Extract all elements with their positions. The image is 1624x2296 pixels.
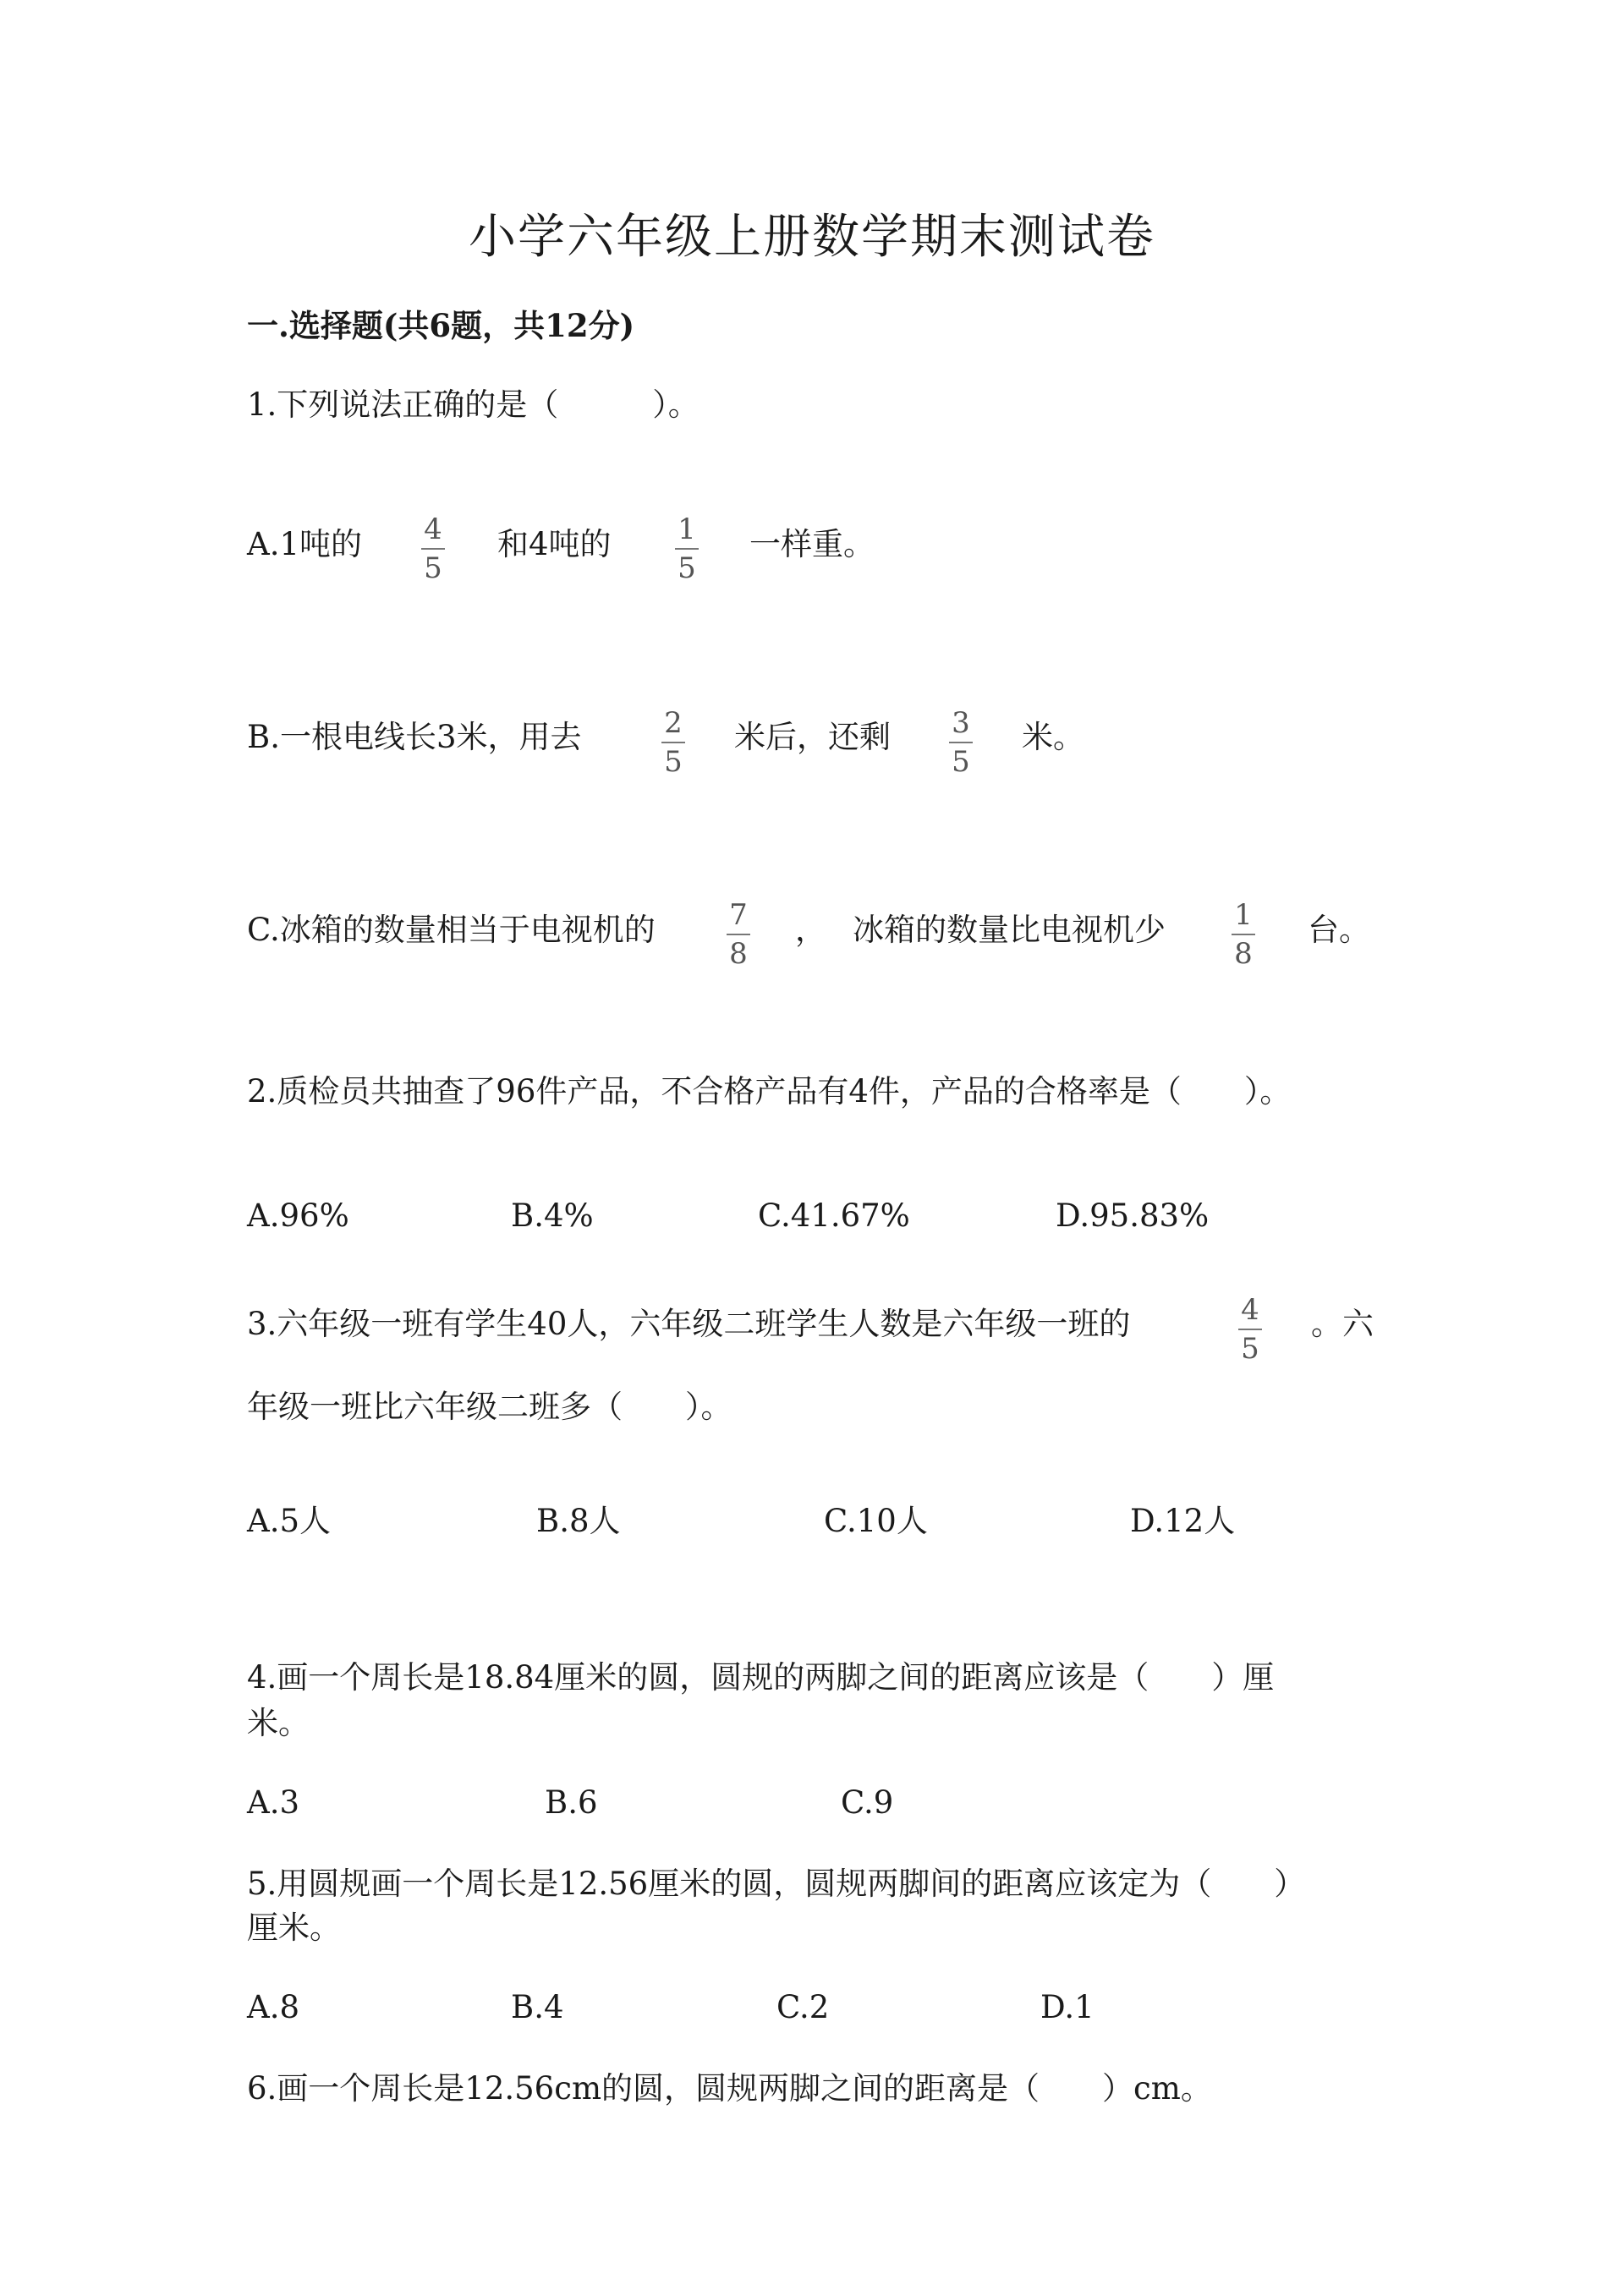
q2-option-d: D.95.83%: [1056, 1197, 1210, 1234]
q2-option-a: A.96%: [247, 1197, 349, 1234]
q2-option-b: B.4%: [511, 1197, 594, 1234]
q1-option-b-part1: B.一根电线长3米，用去: [247, 719, 582, 755]
fraction-bar: [421, 548, 445, 550]
q3-stem-line2: 年级一班比六年级二班多（ ）。: [247, 1389, 732, 1425]
q4-option-a: A.3: [247, 1784, 300, 1821]
q1-stem: 1.下列说法正确的是（ ）。: [247, 386, 700, 423]
q4-option-b: B.6: [545, 1784, 598, 1821]
q2-stem: 2.质检员共抽查了96件产品，不合格产品有4件，产品的合格率是（ ）。: [247, 1073, 1292, 1110]
section-heading: 一.选择题(共6题，共12分): [247, 307, 635, 344]
fraction-numerator: 1: [678, 512, 696, 546]
q5-stem-line2: 厘米。: [247, 1910, 341, 1946]
page-title: 小学六年级上册数学期末测试卷: [469, 210, 1155, 265]
q3-option-d: D.12人: [1130, 1503, 1236, 1539]
q1-option-b-fraction-1: [648, 707, 699, 778]
q1-option-a-part3: 一样重。: [749, 526, 875, 562]
fraction-bar: [949, 742, 973, 743]
fraction-denominator: 5: [952, 745, 970, 779]
fraction-bar: [1232, 934, 1255, 935]
q1-option-c-part3: 台。: [1308, 912, 1370, 948]
q3-fraction: [1225, 1294, 1276, 1365]
q3-option-b: B.8人: [536, 1503, 621, 1539]
q6-stem: 6.画一个周长是12.56cm的圆，圆规两脚之间的距离是（ ）cm。: [247, 2070, 1212, 2107]
fraction-bar: [1238, 1329, 1262, 1330]
fraction-bar: [661, 742, 685, 743]
q2-option-c: C.41.67%: [758, 1197, 910, 1234]
q1-option-b-part2: 米后，还剩: [734, 719, 891, 755]
fraction-numerator: 3: [952, 706, 970, 740]
fraction-numerator: 1: [1234, 898, 1253, 932]
fraction-denominator: 5: [424, 551, 442, 585]
q1-option-c-fraction-1: [713, 899, 764, 970]
fraction-denominator: 5: [1241, 1332, 1259, 1366]
q4-stem-line1: 4.画一个周长是18.84厘米的圆，圆规的两脚之间的距离应该是（ ）厘: [247, 1659, 1275, 1696]
q4-option-c: C.9: [841, 1784, 894, 1821]
q1-option-a-fraction-1: [408, 513, 458, 584]
q1-option-a-fraction-2: [661, 513, 712, 584]
q1-option-a-part1: A.1吨的: [247, 526, 363, 562]
q1-option-b-fraction-2: [935, 707, 986, 778]
q5-stem-line1: 5.用圆规画一个周长是12.56厘米的圆，圆规两脚间的距离应该定为（ ）: [247, 1866, 1306, 1902]
fraction-numerator: 4: [1241, 1293, 1259, 1327]
fraction-numerator: 4: [424, 512, 442, 546]
q1-option-a-part2: 和4吨的: [497, 526, 612, 562]
q1-option-b-part3: 米。: [1022, 719, 1084, 755]
q3-stem-tail: 。六: [1311, 1306, 1374, 1342]
q1-option-c-part2: 冰箱的数量比电视机少: [853, 912, 1166, 948]
fraction-denominator: 8: [1234, 937, 1253, 971]
q5-option-c: C.2: [776, 1989, 830, 2025]
q1-option-c-comma: ，: [795, 912, 826, 948]
q1-option-c-fraction-2: [1218, 899, 1269, 970]
fraction-bar: [675, 548, 699, 550]
fraction-numerator: 2: [664, 706, 683, 740]
q3-option-c: C.10人: [824, 1503, 928, 1539]
fraction-bar: [727, 934, 750, 935]
q5-option-d: D.1: [1040, 1989, 1095, 2025]
fraction-denominator: 5: [664, 745, 683, 779]
q5-option-b: B.4: [511, 1989, 564, 2025]
q3-option-a: A.5人: [247, 1503, 332, 1539]
fraction-numerator: 7: [729, 898, 748, 932]
fraction-denominator: 8: [729, 937, 748, 971]
q1-option-c-part1: C.冰箱的数量相当于电视机的: [247, 912, 656, 948]
q3-stem-line1: 3.六年级一班有学生40人，六年级二班学生人数是六年级一班的: [247, 1306, 1131, 1342]
q5-option-a: A.8: [247, 1989, 300, 2025]
q4-stem-line2: 米。: [247, 1705, 310, 1741]
fraction-denominator: 5: [678, 551, 696, 585]
